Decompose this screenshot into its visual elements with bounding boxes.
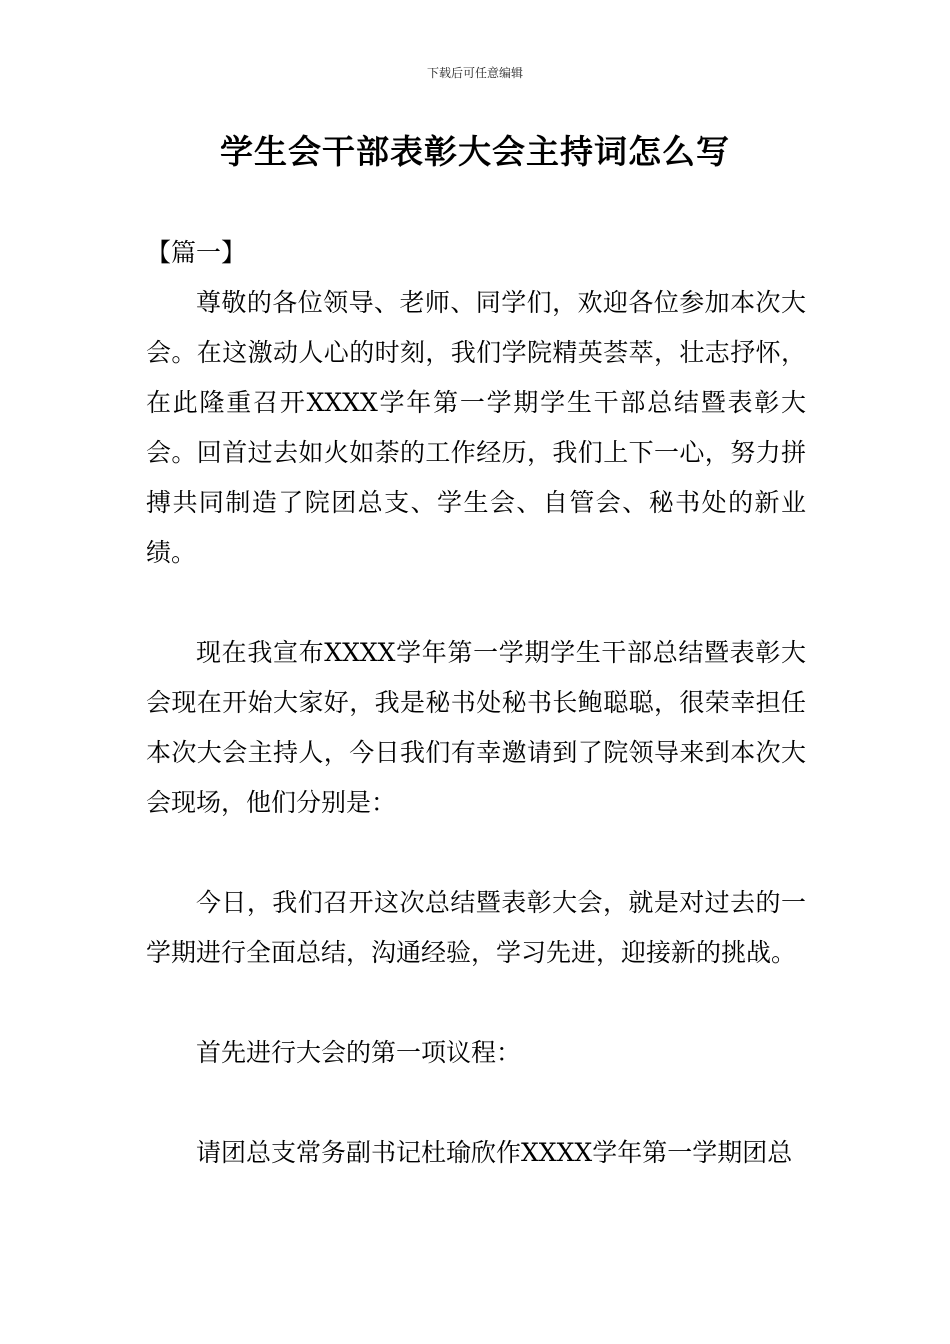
section-label: 【篇一】 bbox=[146, 238, 247, 267]
page-header-note: 下载后可任意编辑 bbox=[426, 66, 523, 80]
paragraph-1: 尊敬的各位领导、老师、同学们，欢迎各位参加本次大会。在这激动人心的时刻，我们学院精英荟萃，壮志抒怀，在此隆重召开XXXX学年第一学期学生干部总结暨表彰大会。回首过去如火如荼的工作经历，我们上下一心，努力拼搏共同制造了院团总支、学生会、自管会、秘书处的新业绩。 bbox=[146, 288, 806, 567]
document-body bbox=[146, 228, 806, 1228]
paragraph-5: 请团总支常务副书记杜瑜欣作XXXX学年第一学期团总 bbox=[196, 1138, 793, 1167]
paragraph-2: 现在我宣布XXXX学年第一学期学生干部总结暨表彰大会现在开始大家好，我是秘书处秘书长鲍聪聪，很荣幸担任本次大会主持人，今日我们有幸邀请到了院领导来到本次大会现场，他们分别是： bbox=[146, 638, 806, 817]
paragraph-4: 首先进行大会的第一项议程： bbox=[196, 1038, 522, 1067]
paragraph-3: 今日，我们召开这次总结暨表彰大会，就是对过去的一学期进行全面总结，沟通经验，学习先进，迎接新的挑战。 bbox=[146, 888, 806, 967]
document-title: 学生会干部表彰大会主持词怎么写 bbox=[220, 132, 730, 171]
